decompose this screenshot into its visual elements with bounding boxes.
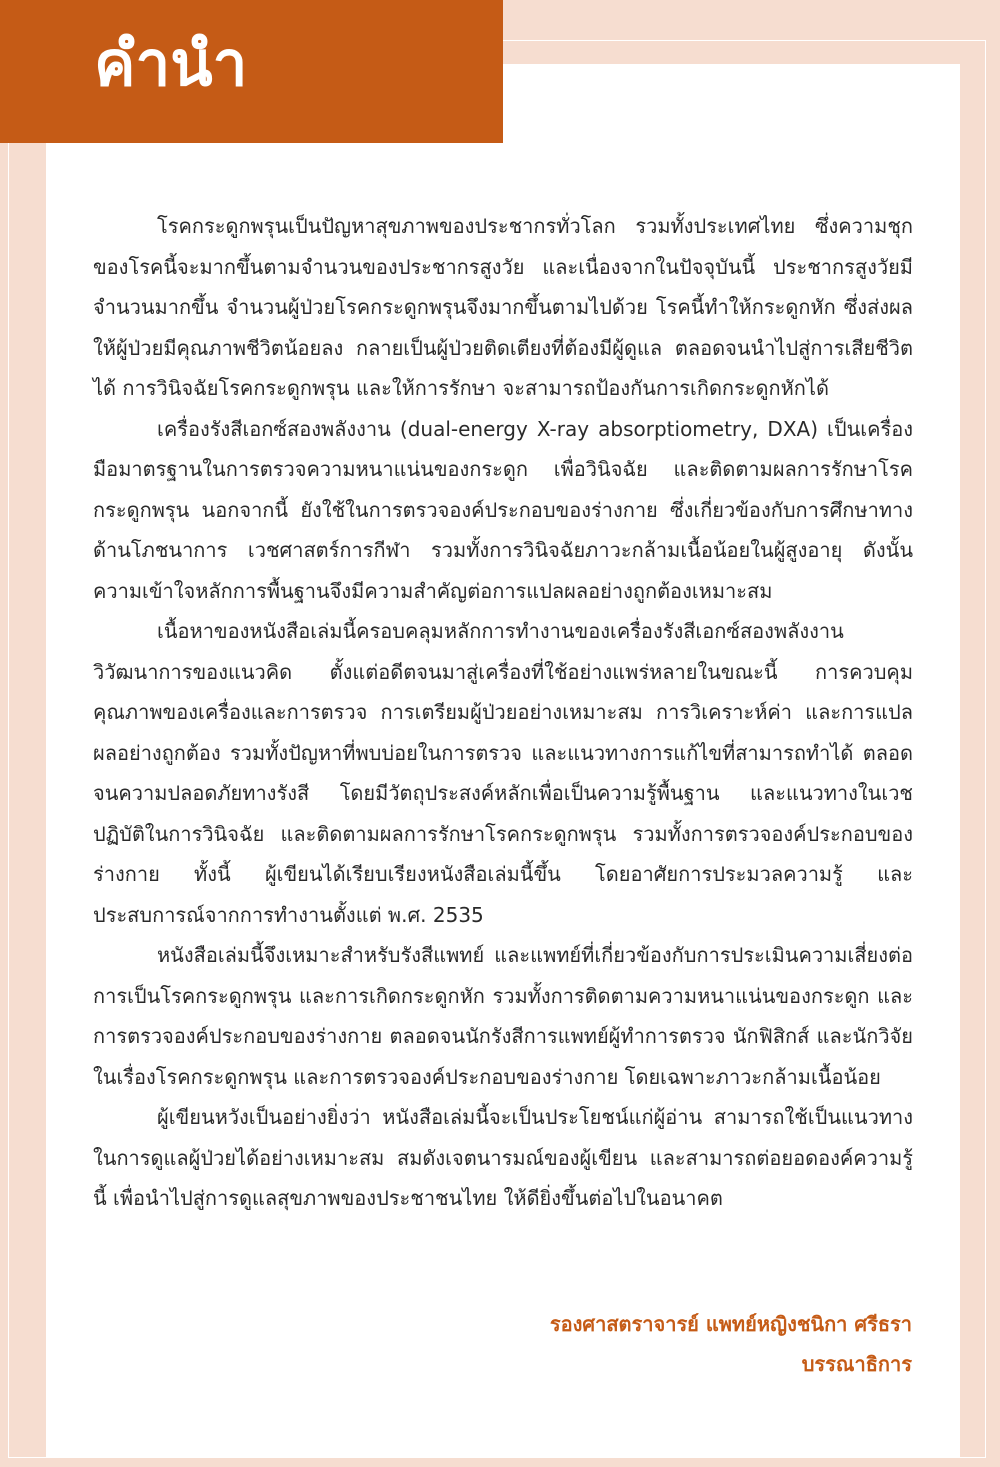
author-role: บรรณาธิการ: [801, 1352, 912, 1376]
paragraph: หนังสือเล่มนี้จึงเหมาะสำหรับรังสีแพทย์ และแพทย์ที่เกี่ยวข้องกับการประเมินความเสี่ยงต่อการเป็นโรคกระดูกพรุน และการเกิดกระดูกหัก รวมทั้งการติดตามความหนาแน่นของกระดูก และการตรวจองค์ประกอบของร่างกาย ตลอดจนนักรังสีการแพทย์ผู้ทำการตรวจ นักฟิสิกส์ และนักวิจัยในเรื่องโรคกระดูกพรุน และการตรวจองค์ประกอบของร่างกาย โดยเฉพาะภาวะกล้ามเนื้อน้อย: [93, 943, 913, 1089]
title-banner: [0, 0, 503, 143]
paragraph: เนื้อหาของหนังสือเล่มนี้ครอบคลุมหลักการทำงานของเครื่องรังสีเอกซ์สองพลังงาน วิวัฒนาการของแนวคิด ตั้งแต่อดีตจนมาสู่เครื่องที่ใช้อย่างแพร่หลายในขณะนี้ การควบคุมคุณภาพของเครื่องและการตรวจ การเตรียมผู้ป่วยอย่างเหมาะสม การวิเคราะห์ค่า และการแปลผลอย่างถูกต้อง รวมทั้งปัญหาที่พบบ่อยในการตรวจ และแนวทางการแก้ไขที่สามารถทำได้ ตลอดจนความปลอดภัยทางรังสี โดยมีวัตถุประสงค์หลักเพื่อเป็นความรู้พื้นฐาน และแนวทางในเวชปฏิบัติในการวินิจฉัย และติดตามผลการรักษาโรคกระดูกพรุน รวมทั้งการตรวจองค์ประกอบของร่างกาย ทั้งนี้ ผู้เขียนได้เรียบเรียงหนังสือเล่มนี้ขึ้น โดยอาศัยการประมวลความรู้ และประสบการณ์จากการทำงานตั้งแต่ พ.ศ. 2535: [93, 619, 913, 927]
author-name: รองศาสตราจารย์ แพทย์หญิงชนิกา ศรีธรา: [549, 1312, 912, 1336]
signature-block: [550, 1304, 912, 1384]
paragraph: ผู้เขียนหวังเป็นอย่างยิ่งว่า หนังสือเล่มนี้จะเป็นประโยชน์แก่ผู้อ่าน สามารถใช้เป็นแนวทางในการดูแลผู้ป่วยได้อย่างเหมาะสม สมดังเจตนารมณ์ของผู้เขียน และสามารถต่อยอดองค์ความรู้นี้ เพื่อนำไปสู่การดูแลสุขภาพของประชาชนไทย ให้ดียิ่งขึ้นต่อไปในอนาคต: [93, 1105, 913, 1210]
paragraph: เครื่องรังสีเอกซ์สองพลังงาน (dual-energy X-ray absorptiometry, DXA) เป็นเครื่องมือมาตรฐานในการตรวจความหนาแน่นของกระดูก เพื่อวินิจฉัย และติดตามผลการรักษาโรคกระดูกพรุน นอกจากนี้ ยังใช้ในการตรวจองค์ประกอบของร่างกาย ซึ่งเกี่ยวข้องกับการศึกษาทางด้านโภชนาการ เวชศาสตร์การกีฬา รวมทั้งการวินิจฉัยภาวะกล้ามเนื้อน้อยในผู้สูงอายุ ดังนั้น ความเข้าใจหลักการพื้นฐานจึงมีความสำคัญต่อการแปลผลอย่างถูกต้องเหมาะสม: [93, 416, 913, 603]
page-title: คำนำ: [94, 27, 248, 100]
paragraph: โรคกระดูกพรุนเป็นปัญหาสุขภาพของประชากรทั่วโลก รวมทั้งประเทศไทย ซึ่งความชุกของโรคนี้จะมากขึ้นตามจำนวนของประชากรสูงวัย และเนื่องจากในปัจจุบันนี้ ประชากรสูงวัยมีจำนวนมากขึ้น จำนวนผู้ป่วยโรคกระดูกพรุนจึงมากขึ้นตามไปด้วย โรคนี้ทำให้กระดูกหัก ซึ่งส่งผลให้ผู้ป่วยมีคุณภาพชีวิตน้อยลง กลายเป็นผู้ป่วยติดเตียงที่ต้องมีผู้ดูแล ตลอดจนนำไปสู่การเสียชีวิตได้ การวินิจฉัยโรคกระดูกพรุน และให้การรักษา จะสามารถป้องกันการเกิดกระดูกหักได้: [93, 214, 913, 400]
preface-body: [93, 206, 913, 1219]
